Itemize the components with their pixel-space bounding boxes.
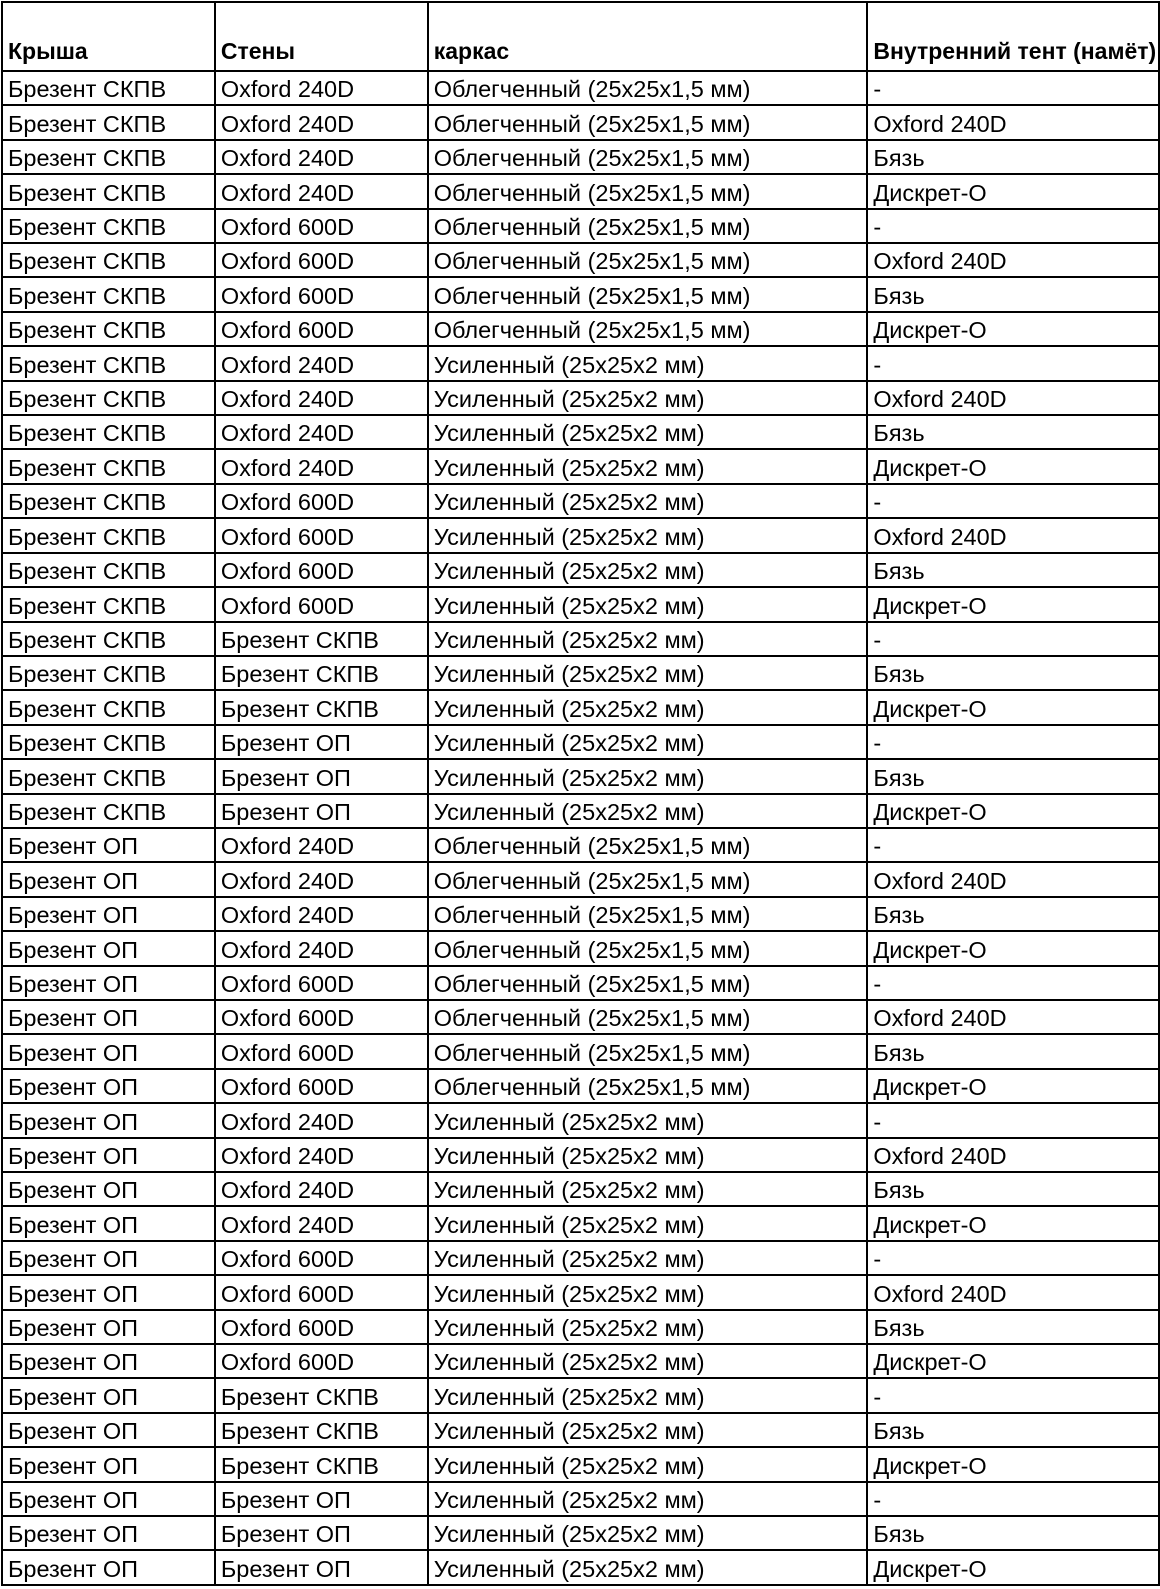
cell-walls[interactable]: Брезент ОП	[215, 725, 428, 759]
cell-inner-tent[interactable]: Бязь	[867, 656, 1159, 690]
header-inner-tent[interactable]: Внутренний тент (намёт)	[867, 2, 1159, 71]
cell-walls[interactable]: Oxford 240D	[215, 897, 428, 931]
cell-roof[interactable]: Брезент СКПВ	[2, 381, 215, 415]
cell-inner-tent[interactable]: Дискрет-О	[867, 1344, 1159, 1378]
table-row	[2, 1275, 1159, 1309]
cell-roof[interactable]: Брезент СКПВ	[2, 449, 215, 483]
cell-roof[interactable]: Брезент ОП	[2, 1138, 215, 1172]
cell-walls[interactable]: Oxford 600D	[215, 966, 428, 1000]
cell-inner-tent[interactable]: Дискрет-О	[867, 312, 1159, 346]
cell-roof[interactable]: Брезент ОП	[2, 931, 215, 965]
cell-walls[interactable]: Брезент СКПВ	[215, 1447, 428, 1481]
cell-roof[interactable]: Брезент СКПВ	[2, 553, 215, 587]
cell-frame[interactable]: Усиленный (25х25х2 мм)	[428, 1138, 868, 1172]
table-row	[2, 1516, 1159, 1550]
cell-frame[interactable]: Облегченный (25х25х1,5 мм)	[428, 828, 868, 862]
cell-walls[interactable]: Oxford 240D	[215, 381, 428, 415]
table-row	[2, 71, 1159, 105]
cell-walls[interactable]: Oxford 600D	[215, 209, 428, 243]
table-row	[2, 966, 1159, 1000]
cell-roof[interactable]: Брезент ОП	[2, 1447, 215, 1481]
cell-frame[interactable]: Усиленный (25х25х2 мм)	[428, 656, 868, 690]
cell-inner-tent[interactable]: -	[867, 1241, 1159, 1275]
cell-inner-tent[interactable]: -	[867, 484, 1159, 518]
cell-frame[interactable]: Усиленный (25х25х2 мм)	[428, 1378, 868, 1412]
cell-inner-tent[interactable]: Бязь	[867, 553, 1159, 587]
cell-frame[interactable]: Усиленный (25х25х2 мм)	[428, 794, 868, 828]
cell-walls[interactable]: Oxford 600D	[215, 1344, 428, 1378]
cell-walls[interactable]: Oxford 600D	[215, 553, 428, 587]
table-row	[2, 690, 1159, 724]
table-row	[2, 1482, 1159, 1516]
cell-frame[interactable]: Облегченный (25х25х1,5 мм)	[428, 897, 868, 931]
cell-walls[interactable]: Oxford 600D	[215, 1069, 428, 1103]
cell-roof[interactable]: Брезент ОП	[2, 1378, 215, 1412]
cell-inner-tent[interactable]: Дискрет-О	[867, 931, 1159, 965]
cell-inner-tent[interactable]: -	[867, 346, 1159, 380]
cell-inner-tent[interactable]: Бязь	[867, 277, 1159, 311]
table-row	[2, 1344, 1159, 1378]
cell-walls[interactable]: Oxford 240D	[215, 931, 428, 965]
cell-inner-tent[interactable]: -	[867, 1103, 1159, 1137]
cell-inner-tent[interactable]: Oxford 240D	[867, 243, 1159, 277]
cell-roof[interactable]: Брезент СКПВ	[2, 587, 215, 621]
table-row	[2, 1138, 1159, 1172]
table-row	[2, 759, 1159, 793]
cell-walls[interactable]: Брезент СКПВ	[215, 1413, 428, 1447]
cell-inner-tent[interactable]: Дискрет-О	[867, 1069, 1159, 1103]
cell-walls[interactable]: Oxford 600D	[215, 243, 428, 277]
cell-frame[interactable]: Усиленный (25х25х2 мм)	[428, 346, 868, 380]
cell-walls[interactable]: Oxford 240D	[215, 71, 428, 105]
cell-walls[interactable]: Брезент ОП	[215, 1550, 428, 1584]
cell-walls[interactable]: Брезент ОП	[215, 1516, 428, 1550]
cell-inner-tent[interactable]: -	[867, 622, 1159, 656]
cell-frame[interactable]: Облегченный (25х25х1,5 мм)	[428, 105, 868, 139]
cell-inner-tent[interactable]: Бязь	[867, 140, 1159, 174]
header-row	[2, 2, 1159, 71]
cell-roof[interactable]: Брезент ОП	[2, 1034, 215, 1068]
table-header	[2, 2, 1159, 71]
cell-roof[interactable]: Брезент ОП	[2, 828, 215, 862]
cell-frame[interactable]: Усиленный (25х25х2 мм)	[428, 381, 868, 415]
cell-walls[interactable]: Oxford 600D	[215, 1241, 428, 1275]
cell-inner-tent[interactable]: Дискрет-О	[867, 1550, 1159, 1584]
table-row	[2, 1241, 1159, 1275]
table-row	[2, 312, 1159, 346]
cell-roof[interactable]: Брезент СКПВ	[2, 518, 215, 552]
cell-roof[interactable]: Брезент ОП	[2, 966, 215, 1000]
cell-inner-tent[interactable]: -	[867, 71, 1159, 105]
cell-frame[interactable]: Усиленный (25х25х2 мм)	[428, 518, 868, 552]
cell-inner-tent[interactable]: Oxford 240D	[867, 1138, 1159, 1172]
cell-walls[interactable]: Oxford 600D	[215, 1310, 428, 1344]
cell-roof[interactable]: Брезент ОП	[2, 897, 215, 931]
table-row	[2, 553, 1159, 587]
cell-walls[interactable]: Oxford 600D	[215, 1275, 428, 1309]
table-row	[2, 1447, 1159, 1481]
cell-frame[interactable]: Усиленный (25х25х2 мм)	[428, 1344, 868, 1378]
cell-walls[interactable]: Oxford 600D	[215, 484, 428, 518]
cell-frame[interactable]: Облегченный (25х25х1,5 мм)	[428, 209, 868, 243]
table-row	[2, 656, 1159, 690]
table-row	[2, 1103, 1159, 1137]
cell-frame[interactable]: Усиленный (25х25х2 мм)	[428, 1482, 868, 1516]
cell-roof[interactable]: Брезент ОП	[2, 1206, 215, 1240]
cell-walls[interactable]: Брезент СКПВ	[215, 622, 428, 656]
cell-roof[interactable]: Брезент ОП	[2, 1344, 215, 1378]
cell-frame[interactable]: Усиленный (25х25х2 мм)	[428, 1447, 868, 1481]
cell-inner-tent[interactable]: Дискрет-О	[867, 449, 1159, 483]
cell-walls[interactable]: Oxford 240D	[215, 449, 428, 483]
table-row	[2, 1378, 1159, 1412]
cell-frame[interactable]: Усиленный (25х25х2 мм)	[428, 1516, 868, 1550]
cell-walls[interactable]: Oxford 240D	[215, 140, 428, 174]
cell-inner-tent[interactable]: Oxford 240D	[867, 518, 1159, 552]
cell-roof[interactable]: Брезент ОП	[2, 1000, 215, 1034]
cell-roof[interactable]: Брезент СКПВ	[2, 794, 215, 828]
cell-frame[interactable]: Усиленный (25х25х2 мм)	[428, 1206, 868, 1240]
cell-frame[interactable]: Усиленный (25х25х2 мм)	[428, 1413, 868, 1447]
table-row	[2, 1172, 1159, 1206]
table-body	[2, 71, 1159, 1585]
table-row	[2, 587, 1159, 621]
cell-roof[interactable]: Брезент ОП	[2, 1550, 215, 1584]
cell-inner-tent[interactable]: Бязь	[867, 1413, 1159, 1447]
cell-frame[interactable]: Облегченный (25х25х1,5 мм)	[428, 243, 868, 277]
cell-walls[interactable]: Брезент СКПВ	[215, 656, 428, 690]
cell-frame[interactable]: Усиленный (25х25х2 мм)	[428, 1310, 868, 1344]
table-row	[2, 277, 1159, 311]
cell-roof[interactable]: Брезент ОП	[2, 1069, 215, 1103]
cell-roof[interactable]: Брезент СКПВ	[2, 105, 215, 139]
cell-inner-tent[interactable]: Бязь	[867, 415, 1159, 449]
cell-walls[interactable]: Oxford 600D	[215, 1000, 428, 1034]
cell-roof[interactable]: Брезент ОП	[2, 1275, 215, 1309]
table-row	[2, 415, 1159, 449]
cell-inner-tent[interactable]: Oxford 240D	[867, 1275, 1159, 1309]
table-row	[2, 140, 1159, 174]
cell-roof[interactable]: Брезент СКПВ	[2, 656, 215, 690]
table-row	[2, 1310, 1159, 1344]
cell-inner-tent[interactable]: Бязь	[867, 1310, 1159, 1344]
cell-inner-tent[interactable]: -	[867, 209, 1159, 243]
tent-configurations-table	[1, 1, 1160, 1586]
table-row	[2, 209, 1159, 243]
cell-inner-tent[interactable]: -	[867, 1378, 1159, 1412]
table-row	[2, 381, 1159, 415]
cell-inner-tent[interactable]: Oxford 240D	[867, 105, 1159, 139]
cell-frame[interactable]: Усиленный (25х25х2 мм)	[428, 759, 868, 793]
cell-roof[interactable]: Брезент СКПВ	[2, 140, 215, 174]
table-row	[2, 1206, 1159, 1240]
cell-inner-tent[interactable]: Oxford 240D	[867, 381, 1159, 415]
cell-roof[interactable]: Брезент ОП	[2, 1172, 215, 1206]
cell-walls[interactable]: Oxford 240D	[215, 105, 428, 139]
table-row	[2, 449, 1159, 483]
table-row	[2, 1034, 1159, 1068]
cell-inner-tent[interactable]: Дискрет-О	[867, 587, 1159, 621]
table-row	[2, 828, 1159, 862]
table-row	[2, 1413, 1159, 1447]
cell-frame[interactable]: Облегченный (25х25х1,5 мм)	[428, 862, 868, 896]
table-row	[2, 794, 1159, 828]
cell-roof[interactable]: Брезент СКПВ	[2, 622, 215, 656]
table-row	[2, 862, 1159, 896]
cell-walls[interactable]: Брезент СКПВ	[215, 1378, 428, 1412]
cell-frame[interactable]: Облегченный (25х25х1,5 мм)	[428, 71, 868, 105]
cell-roof[interactable]: Брезент ОП	[2, 1241, 215, 1275]
table-row	[2, 897, 1159, 931]
cell-roof[interactable]: Брезент ОП	[2, 1103, 215, 1137]
cell-frame[interactable]: Усиленный (25х25х2 мм)	[428, 553, 868, 587]
cell-frame[interactable]: Облегченный (25х25х1,5 мм)	[428, 1034, 868, 1068]
cell-frame[interactable]: Усиленный (25х25х2 мм)	[428, 1550, 868, 1584]
table-row	[2, 518, 1159, 552]
cell-frame[interactable]: Усиленный (25х25х2 мм)	[428, 725, 868, 759]
cell-walls[interactable]: Oxford 600D	[215, 312, 428, 346]
table-row	[2, 346, 1159, 380]
cell-walls[interactable]: Oxford 240D	[215, 1103, 428, 1137]
cell-frame[interactable]: Облегченный (25х25х1,5 мм)	[428, 1069, 868, 1103]
cell-frame[interactable]: Облегченный (25х25х1,5 мм)	[428, 277, 868, 311]
cell-inner-tent[interactable]: Бязь	[867, 759, 1159, 793]
table-row	[2, 1069, 1159, 1103]
cell-frame[interactable]: Облегченный (25х25х1,5 мм)	[428, 140, 868, 174]
cell-frame[interactable]: Усиленный (25х25х2 мм)	[428, 484, 868, 518]
cell-inner-tent[interactable]: Oxford 240D	[867, 862, 1159, 896]
header-roof[interactable]: Крыша	[2, 2, 215, 71]
cell-inner-tent[interactable]: Дискрет-О	[867, 174, 1159, 208]
cell-inner-tent[interactable]: Oxford 240D	[867, 1000, 1159, 1034]
cell-inner-tent[interactable]: Дискрет-О	[867, 794, 1159, 828]
cell-roof[interactable]: Брезент СКПВ	[2, 174, 215, 208]
cell-inner-tent[interactable]: Дискрет-О	[867, 690, 1159, 724]
cell-walls[interactable]: Oxford 600D	[215, 1034, 428, 1068]
cell-walls[interactable]: Брезент ОП	[215, 1482, 428, 1516]
cell-walls[interactable]: Oxford 240D	[215, 1172, 428, 1206]
cell-frame[interactable]: Усиленный (25х25х2 мм)	[428, 622, 868, 656]
cell-inner-tent[interactable]: -	[867, 1482, 1159, 1516]
cell-roof[interactable]: Брезент СКПВ	[2, 243, 215, 277]
cell-roof[interactable]: Брезент СКПВ	[2, 690, 215, 724]
cell-walls[interactable]: Oxford 240D	[215, 1138, 428, 1172]
table-row	[2, 1550, 1159, 1584]
cell-roof[interactable]: Брезент СКПВ	[2, 725, 215, 759]
cell-walls[interactable]: Oxford 600D	[215, 277, 428, 311]
cell-frame[interactable]: Усиленный (25х25х2 мм)	[428, 1172, 868, 1206]
cell-roof[interactable]: Брезент СКПВ	[2, 312, 215, 346]
cell-walls[interactable]: Oxford 240D	[215, 1206, 428, 1240]
cell-walls[interactable]: Oxford 240D	[215, 828, 428, 862]
cell-frame[interactable]: Облегченный (25х25х1,5 мм)	[428, 174, 868, 208]
cell-walls[interactable]: Oxford 600D	[215, 587, 428, 621]
table-row	[2, 243, 1159, 277]
cell-frame[interactable]: Усиленный (25х25х2 мм)	[428, 449, 868, 483]
cell-frame[interactable]: Усиленный (25х25х2 мм)	[428, 415, 868, 449]
cell-roof[interactable]: Брезент СКПВ	[2, 209, 215, 243]
cell-walls[interactable]: Oxford 240D	[215, 415, 428, 449]
cell-roof[interactable]: Брезент ОП	[2, 1482, 215, 1516]
cell-walls[interactable]: Oxford 240D	[215, 174, 428, 208]
cell-inner-tent[interactable]: Бязь	[867, 1516, 1159, 1550]
cell-frame[interactable]: Усиленный (25х25х2 мм)	[428, 587, 868, 621]
cell-roof[interactable]: Брезент СКПВ	[2, 759, 215, 793]
cell-frame[interactable]: Облегченный (25х25х1,5 мм)	[428, 1000, 868, 1034]
cell-roof[interactable]: Брезент СКПВ	[2, 346, 215, 380]
cell-roof[interactable]: Брезент СКПВ	[2, 484, 215, 518]
cell-walls[interactable]: Брезент ОП	[215, 794, 428, 828]
cell-roof[interactable]: Брезент СКПВ	[2, 277, 215, 311]
cell-walls[interactable]: Брезент ОП	[215, 759, 428, 793]
cell-inner-tent[interactable]: -	[867, 828, 1159, 862]
header-frame[interactable]: каркас	[428, 2, 868, 71]
cell-roof[interactable]: Брезент СКПВ	[2, 71, 215, 105]
cell-inner-tent[interactable]: -	[867, 725, 1159, 759]
table-row	[2, 931, 1159, 965]
table-row	[2, 725, 1159, 759]
cell-inner-tent[interactable]: -	[867, 966, 1159, 1000]
table-row	[2, 622, 1159, 656]
cell-frame[interactable]: Облегченный (25х25х1,5 мм)	[428, 931, 868, 965]
cell-roof[interactable]: Брезент ОП	[2, 862, 215, 896]
table-row	[2, 1000, 1159, 1034]
header-walls[interactable]: Стены	[215, 2, 428, 71]
cell-frame[interactable]: Облегченный (25х25х1,5 мм)	[428, 312, 868, 346]
cell-frame[interactable]: Облегченный (25х25х1,5 мм)	[428, 966, 868, 1000]
cell-roof[interactable]: Брезент СКПВ	[2, 415, 215, 449]
table-row	[2, 484, 1159, 518]
cell-inner-tent[interactable]: Дискрет-О	[867, 1206, 1159, 1240]
cell-walls[interactable]: Oxford 240D	[215, 862, 428, 896]
cell-walls[interactable]: Oxford 600D	[215, 518, 428, 552]
cell-frame[interactable]: Усиленный (25х25х2 мм)	[428, 1241, 868, 1275]
cell-walls[interactable]: Брезент СКПВ	[215, 690, 428, 724]
cell-roof[interactable]: Брезент ОП	[2, 1413, 215, 1447]
cell-inner-tent[interactable]: Бязь	[867, 1034, 1159, 1068]
cell-inner-tent[interactable]: Дискрет-О	[867, 1447, 1159, 1481]
cell-inner-tent[interactable]: Бязь	[867, 1172, 1159, 1206]
cell-frame[interactable]: Усиленный (25х25х2 мм)	[428, 1275, 868, 1309]
table-row	[2, 174, 1159, 208]
cell-walls[interactable]: Oxford 240D	[215, 346, 428, 380]
table-row	[2, 105, 1159, 139]
cell-roof[interactable]: Брезент ОП	[2, 1516, 215, 1550]
cell-inner-tent[interactable]: Бязь	[867, 897, 1159, 931]
cell-frame[interactable]: Усиленный (25х25х2 мм)	[428, 1103, 868, 1137]
cell-roof[interactable]: Брезент ОП	[2, 1310, 215, 1344]
cell-frame[interactable]: Усиленный (25х25х2 мм)	[428, 690, 868, 724]
